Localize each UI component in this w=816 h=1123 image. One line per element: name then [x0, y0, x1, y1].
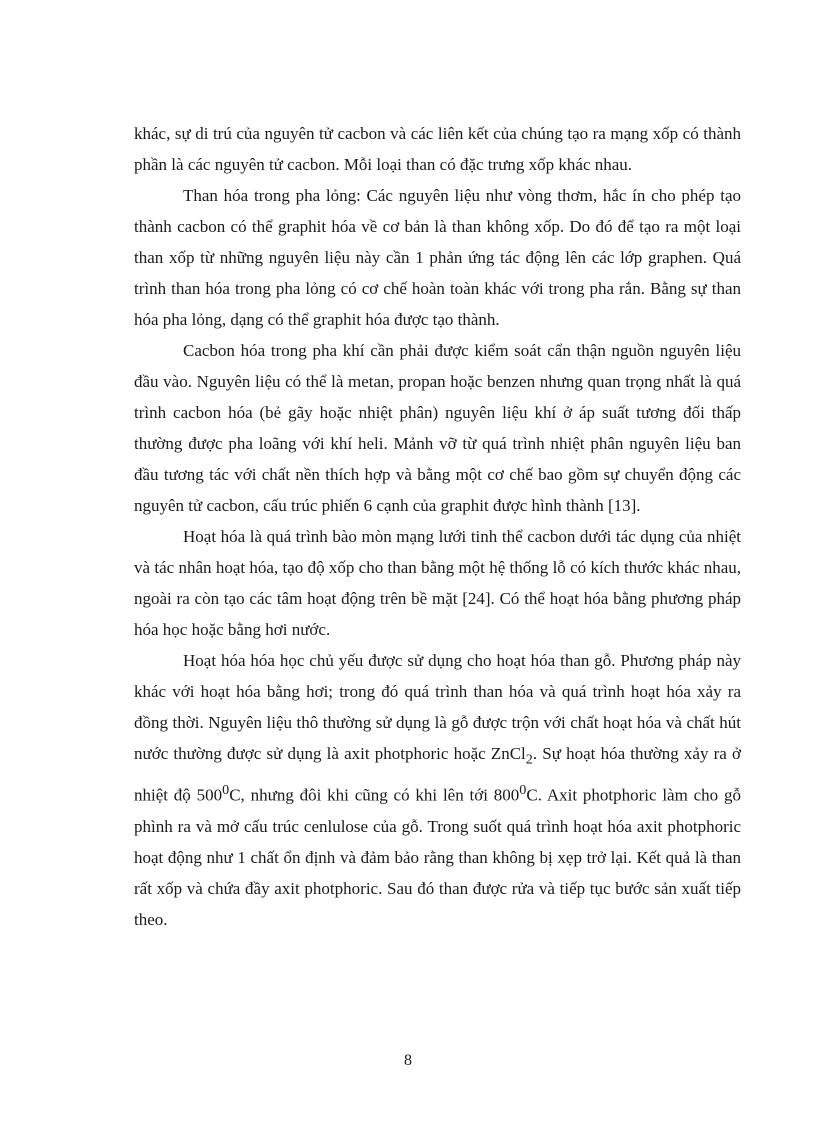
document-body	[134, 118, 741, 935]
paragraph-activation: Hoạt hóa là quá trình bào mòn mạng lưới tinh thể cacbon dưới tác dụng của nhiệt và tác nhân hoạt hóa, tạo độ xốp cho than bằng một hệ thống lỗ có kích thước khác nhau, ngoài ra còn tạo các tâm hoạt động trên bề mặt [24]. Có thể hoạt hóa bằng phương pháp hóa học hoặc bằng hơi nước.	[134, 527, 741, 639]
superscript: 0	[222, 782, 230, 799]
paragraph-continuation: khác, sự di trú của nguyên tử cacbon và các liên kết của chúng tạo ra mạng xốp có thành phần là các nguyên tử cacbon. Mỗi loại than có đặc trưng xốp khác nhau.	[134, 124, 741, 174]
subscript: 2	[525, 751, 533, 768]
text-run: C, nhưng đôi khi cũng có khi lên tới 800	[229, 786, 520, 806]
superscript: 0	[519, 782, 527, 799]
paragraph-chemical-activation	[134, 645, 741, 935]
paragraph-gas-phase: Cacbon hóa trong pha khí cần phải được kiểm soát cẩn thận nguồn nguyên liệu đầu vào. Nguyên liệu có thể là metan, propan hoặc benzen nhưng quan trọng nhất là quá trình cacbon hóa (bẻ gãy hoặc nhiệt phân) nguyên liệu khí ở áp suất tương đối thấp thường được pha loãng với khí heli. Mảnh vỡ từ quá trình nhiệt phân nguyên liệu ban đầu tương tác với chất nền thích hợp và bằng một cơ chế bao gồm sự chuyển động các nguyên tử cacbon, cấu trúc phiến 6 cạnh của graphit được hình thành [13].	[134, 341, 741, 515]
text-run: C. Axit photphoric làm cho gỗ phình ra và mở cấu trúc cenlulose của gỗ. Trong suốt quá trình hoạt hóa axit photphoric hoạt động như 1 chất ổn định và đảm bảo rằng than không bị xẹp trở lại. Kết quả là than rất xốp và chứa đầy axit photphoric. Sau đó than được rửa và tiếp tục bước sản xuất tiếp theo.	[134, 786, 741, 930]
paragraph-liquid-phase: Than hóa trong pha lỏng: Các nguyên liệu như vòng thơm, hắc ín cho phép tạo thành cacbon có thể graphit hóa về cơ bản là than không xốp. Do đó để tạo ra một loại than xốp từ những nguyên liệu này cần 1 phản ứng tác động lên các lớp graphen. Quá trình than hóa trong pha lỏng có cơ chế hoàn toàn khác với trong pha rắn. Bằng sự than hóa pha lỏng, dạng có thể graphit hóa được tạo thành.	[134, 186, 741, 329]
page-number: 8	[404, 1052, 412, 1069]
text-run: Hoạt hóa hóa học chủ yếu được sử dụng cho hoạt hóa than gỗ. Phương pháp này khác với hoạt hóa bằng hơi; trong đó quá trình than hóa và quá trình hoạt hóa xảy ra đồng thời. Nguyên liệu thô thường sử dụng là gỗ được trộn với chất hoạt hóa và chất hút nước thường được sử dụng là axit photphoric hoặc ZnCl	[134, 651, 741, 763]
text-run: . Sự hoạt hóa thường xảy ra ở nhiệt độ 500	[134, 744, 741, 806]
